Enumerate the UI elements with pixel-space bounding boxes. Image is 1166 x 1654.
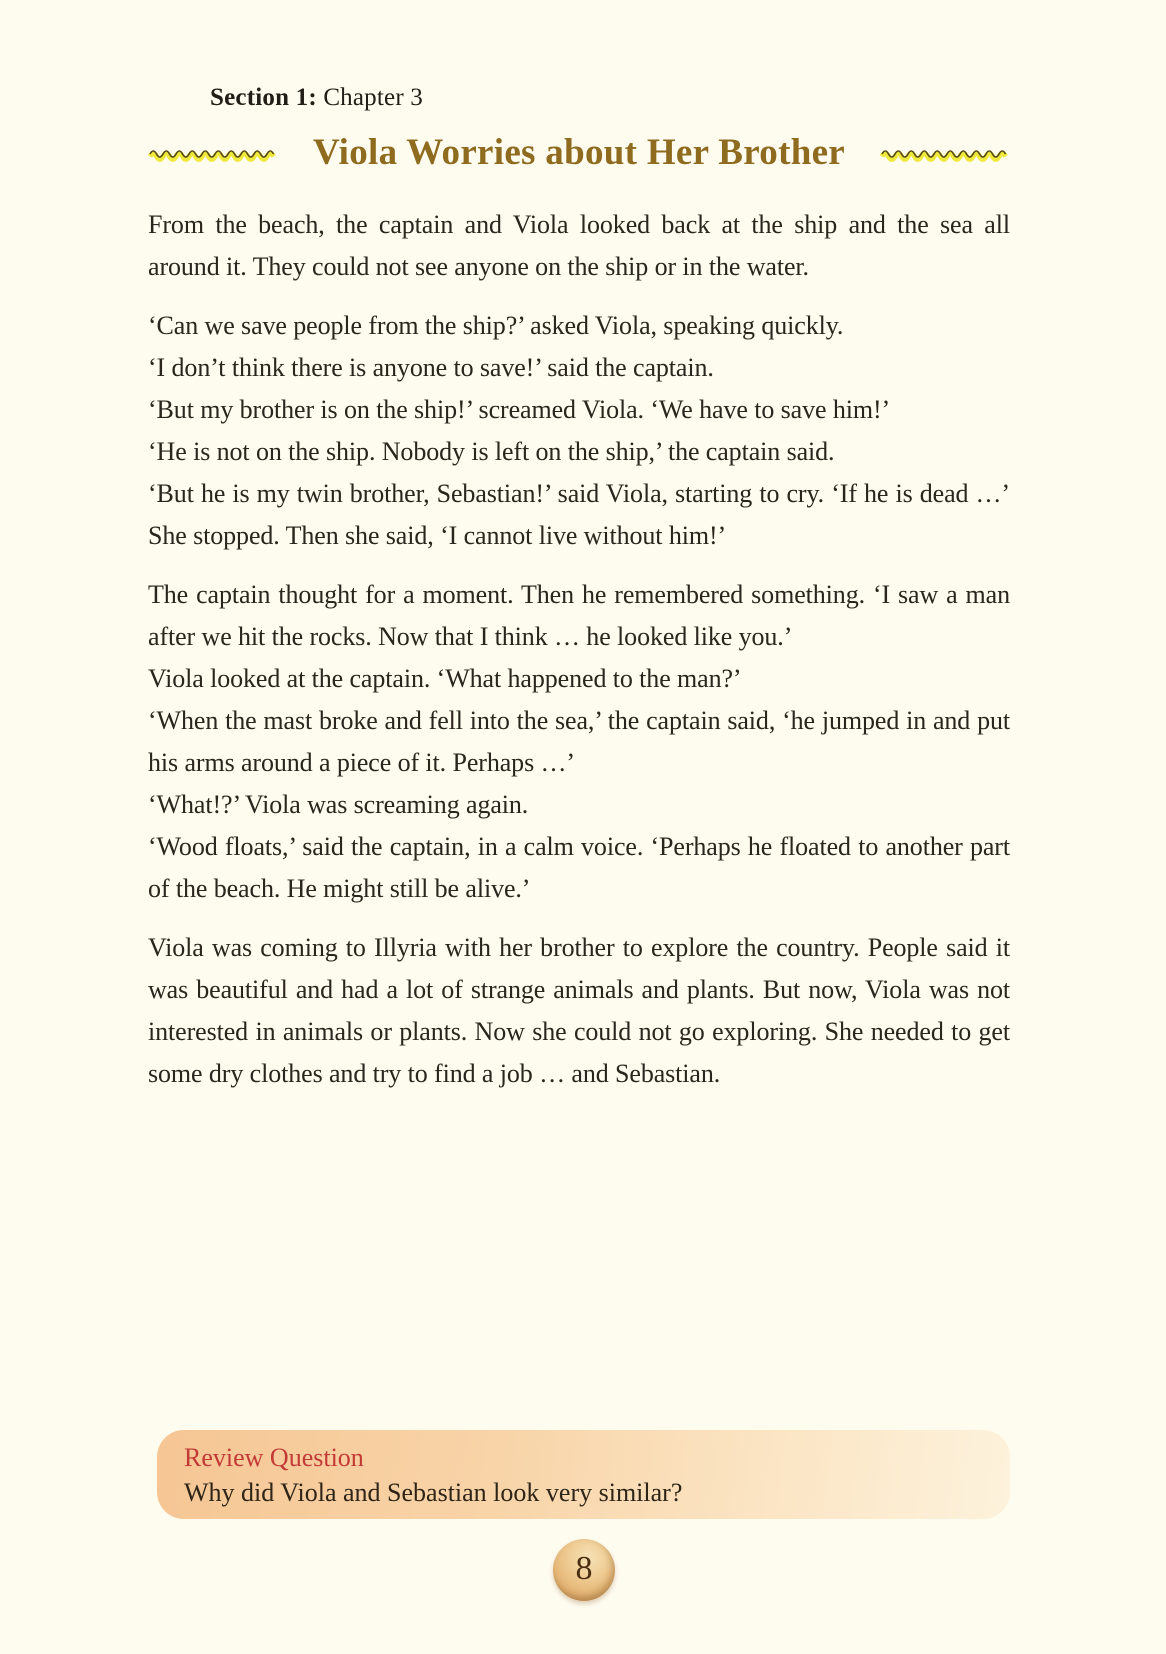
chapter-title: Viola Worries about Her Brother	[312, 131, 846, 173]
story-line: From the beach, the captain and Viola looked back at the ship and the sea all around it. They could not see anyone on the ship or in the water.	[148, 210, 1010, 281]
story-line: ‘Wood floats,’ said the captain, in a calm voice. ‘Perhaps he floated to another part of the beach. He might still be alive.’	[148, 832, 1010, 903]
story-line: ‘Can we save people from the ship?’ asked Viola, speaking quickly.	[148, 311, 844, 340]
review-question-box	[157, 1430, 1010, 1519]
chapter-title-row	[148, 126, 1010, 178]
story-paragraph	[148, 204, 1010, 288]
page-number-badge	[553, 1539, 615, 1601]
story-line: ‘What!?’ Viola was screaming again.	[148, 790, 529, 819]
story-line: ‘But my brother is on the ship!’ screamed Viola. ‘We have to save him!’	[148, 395, 891, 424]
review-question-text: Why did Viola and Sebastian look very similar?	[184, 1478, 683, 1507]
story-line: ‘When the mast broke and fell into the sea,’ the captain said, ‘he jumped in and put his arms around a piece of it. Perhaps …’	[148, 706, 1010, 777]
story-paragraph	[148, 305, 1010, 557]
review-question-heading: Review Question	[184, 1443, 364, 1472]
page-number: 8	[575, 1550, 593, 1587]
wavy-line-right-icon	[880, 148, 1010, 162]
story-text	[148, 204, 1010, 1112]
story-line: ‘But he is my twin brother, Sebastian!’ said Viola, starting to cry. ‘If he is dead …’ She stopped. Then she said, ‘I cannot live without him!’	[148, 479, 1010, 550]
story-line: Viola looked at the captain. ‘What happened to the man?’	[148, 664, 742, 693]
story-line: The captain thought for a moment. Then he remembered something. ‘I saw a man after we hit the rocks. Now that I think … he looked like you.’	[148, 580, 1010, 651]
wavy-line-left-icon	[148, 148, 278, 162]
story-line: ‘I don’t think there is anyone to save!’ said the captain.	[148, 353, 714, 382]
story-line: ‘He is not on the ship. Nobody is left on the ship,’ the captain said.	[148, 437, 835, 466]
chapter-label: Chapter 3	[323, 84, 424, 111]
story-line: Viola was coming to Illyria with her brother to explore the country. People said it was beautiful and had a lot of strange animals and plants. But now, Viola was not interested in animals or plants. Now she could not go exploring. She needed to get some dry clothes and try to find a job … and Sebastian.	[148, 933, 1010, 1088]
section-header	[210, 84, 423, 112]
story-paragraph	[148, 574, 1010, 910]
section-label: Section 1:	[210, 84, 317, 111]
story-paragraph	[148, 927, 1010, 1095]
